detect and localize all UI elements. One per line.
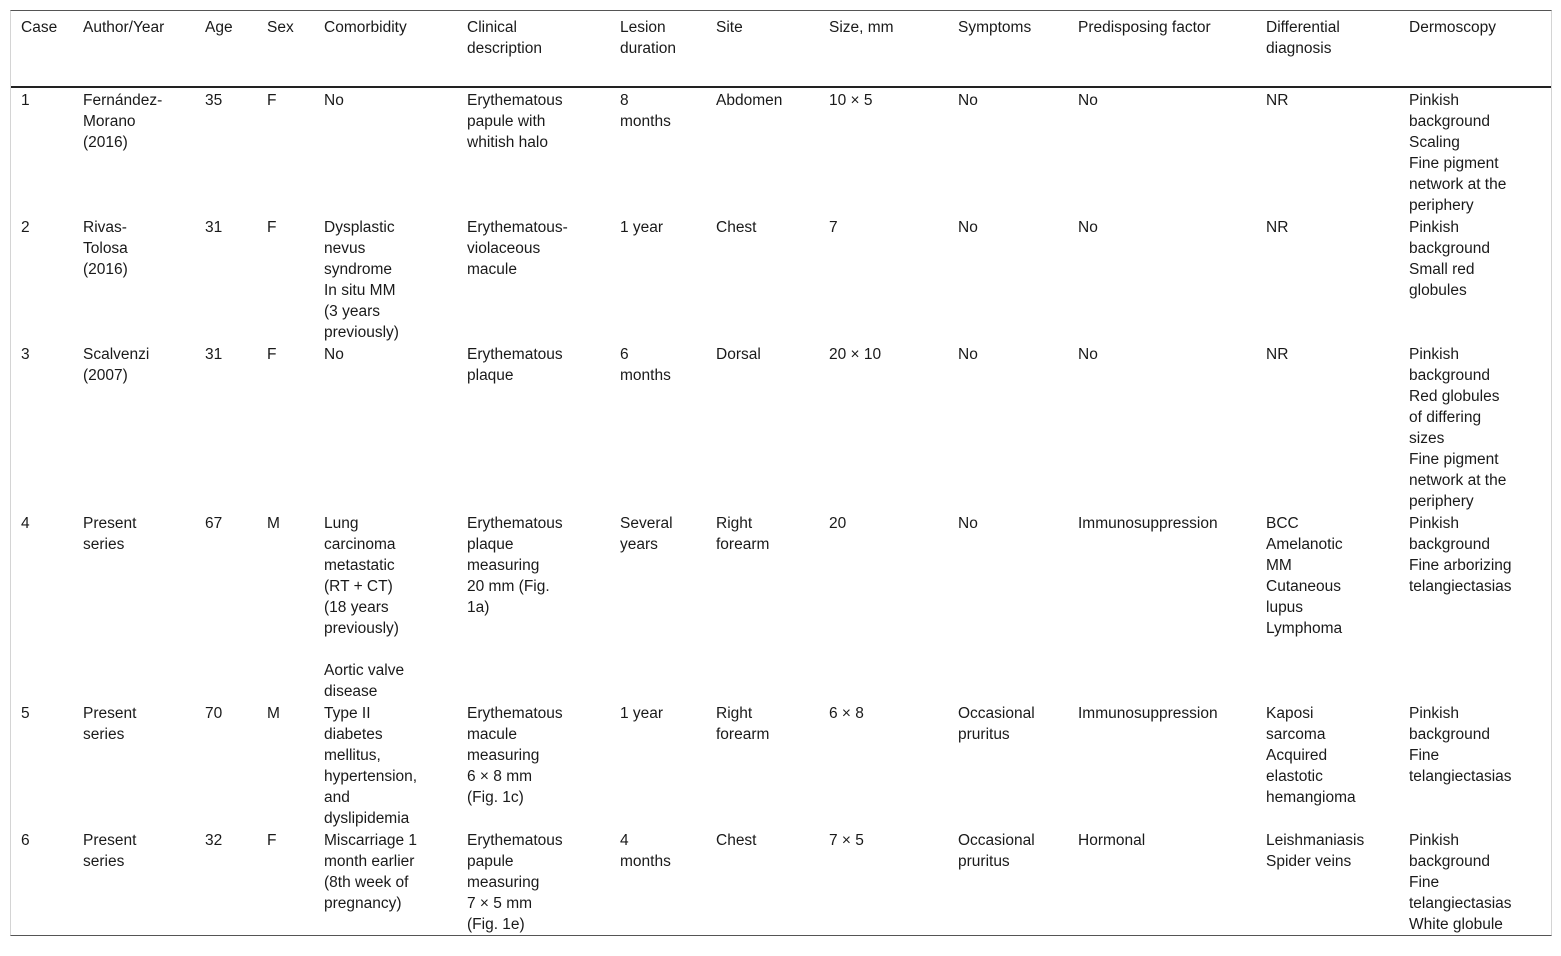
cell-dermoscopy: Pinkish background Fine telangiectasias bbox=[1409, 705, 1512, 785]
table-row bbox=[11, 343, 1551, 512]
cell-symptoms: No bbox=[958, 219, 978, 236]
table-header bbox=[11, 11, 1551, 87]
case-table-container bbox=[10, 10, 1552, 936]
cell-case: 1 bbox=[21, 92, 30, 109]
header-site: Site bbox=[706, 11, 819, 87]
cell-comorbidity: Miscarriage 1 month earlier (8th week of pregnancy) bbox=[324, 832, 418, 912]
header-sex: Sex bbox=[257, 11, 314, 87]
cell-symptoms: No bbox=[958, 515, 978, 532]
cell-dermoscopy: Pinkish background Scaling Fine pigment network at the periphery bbox=[1409, 92, 1507, 214]
cell-differential-diagnosis: NR bbox=[1266, 219, 1289, 236]
cell-clinical-description: Erythematous plaque bbox=[467, 346, 563, 384]
cell-comorbidity: Type II diabetes mellitus, hypertension, and dyslipidemia bbox=[324, 705, 418, 827]
cell-size: 20 × 10 bbox=[829, 346, 882, 363]
cell-differential-diagnosis: Kaposi sarcoma Acquired elastotic hemangioma bbox=[1266, 705, 1356, 806]
header-symptoms: Symptoms bbox=[948, 11, 1068, 87]
cell-site: Chest bbox=[716, 219, 757, 236]
cell-case: 6 bbox=[21, 832, 30, 849]
cell-symptoms: No bbox=[958, 346, 978, 363]
cell-site: Right forearm bbox=[716, 515, 770, 553]
cell-clinical-description: Erythematous papule measuring 7 × 5 mm (Fig. 1e) bbox=[467, 832, 563, 933]
cell-comorbidity: No bbox=[324, 92, 344, 109]
cell-sex: F bbox=[267, 219, 277, 236]
cell-lesion-duration: 1 year bbox=[620, 705, 664, 722]
header-age: Age bbox=[195, 11, 257, 87]
cell-comorbidity: No bbox=[324, 346, 344, 363]
cell-author-year: Present series bbox=[83, 705, 137, 743]
cell-dermoscopy: Pinkish background Small red globules bbox=[1409, 219, 1491, 299]
header-author-year: Author/Year bbox=[73, 11, 195, 87]
cell-case: 3 bbox=[21, 346, 30, 363]
cell-symptoms: Occasional pruritus bbox=[958, 705, 1035, 743]
cell-author-year: Rivas- Tolosa (2016) bbox=[83, 219, 128, 278]
cell-differential-diagnosis: NR bbox=[1266, 346, 1289, 363]
cell-size: 7 × 5 bbox=[829, 832, 864, 849]
cell-author-year: Present series bbox=[83, 832, 137, 870]
header-differential-diagnosis: Differential diagnosis bbox=[1256, 11, 1399, 87]
cell-lesion-duration: 8 months bbox=[620, 92, 671, 130]
cell-author-year: Fernández- Morano (2016) bbox=[83, 92, 163, 151]
cell-age: 32 bbox=[205, 832, 223, 849]
cell-lesion-duration: Several years bbox=[620, 515, 673, 553]
cell-author-year: Present series bbox=[83, 515, 137, 553]
header-case: Case bbox=[11, 11, 73, 87]
cell-differential-diagnosis: NR bbox=[1266, 92, 1289, 109]
table-row bbox=[11, 702, 1551, 829]
cell-age: 70 bbox=[205, 705, 223, 722]
cell-differential-diagnosis: BCC Amelanotic MM Cutaneous lupus Lymphoma bbox=[1266, 515, 1343, 637]
header-clinical-description: Clinical description bbox=[457, 11, 610, 87]
cell-predisposing-factor: No bbox=[1078, 92, 1098, 109]
header-comorbidity: Comorbidity bbox=[314, 11, 457, 87]
cell-symptoms: Occasional pruritus bbox=[958, 832, 1035, 870]
cell-sex: M bbox=[267, 515, 280, 532]
cell-size: 7 bbox=[829, 219, 838, 236]
table-body bbox=[11, 87, 1551, 935]
cell-site: Chest bbox=[716, 832, 757, 849]
cell-dermoscopy: Pinkish background Red globules of differing sizes Fine pigment network at the periphery bbox=[1409, 346, 1507, 510]
cell-size: 6 × 8 bbox=[829, 705, 864, 722]
header-size: Size, mm bbox=[819, 11, 948, 87]
cell-size: 10 × 5 bbox=[829, 92, 873, 109]
cell-size: 20 bbox=[829, 515, 847, 532]
cell-dermoscopy: Pinkish background Fine arborizing telangiectasias bbox=[1409, 515, 1512, 595]
cell-clinical-description: Erythematous- violaceous macule bbox=[467, 219, 568, 278]
cell-sex: F bbox=[267, 92, 277, 109]
header-lesion-duration: Lesion duration bbox=[610, 11, 706, 87]
cell-clinical-description: Erythematous macule measuring 6 × 8 mm (Fig. 1c) bbox=[467, 705, 563, 806]
cell-age: 31 bbox=[205, 346, 223, 363]
cell-dermoscopy: Pinkish background Fine telangiectasias White globule bbox=[1409, 832, 1512, 933]
table-row bbox=[11, 216, 1551, 343]
cell-age: 67 bbox=[205, 515, 223, 532]
cell-clinical-description: Erythematous plaque measuring 20 mm (Fig. 1a) bbox=[467, 515, 563, 616]
cell-comorbidity: Dysplastic nevus syndrome In situ MM (3 years previously) bbox=[324, 219, 399, 341]
cell-predisposing-factor: Immunosuppression bbox=[1078, 515, 1218, 532]
cell-sex: M bbox=[267, 705, 280, 722]
cell-clinical-description: Erythematous papule with whitish halo bbox=[467, 92, 563, 151]
cell-site: Abdomen bbox=[716, 92, 783, 109]
cell-age: 31 bbox=[205, 219, 223, 236]
cell-case: 5 bbox=[21, 705, 30, 722]
table-row bbox=[11, 512, 1551, 702]
table-row bbox=[11, 829, 1551, 935]
header-row bbox=[11, 11, 1551, 87]
header-dermoscopy: Dermoscopy bbox=[1399, 11, 1551, 87]
cell-author-year: Scalvenzi (2007) bbox=[83, 346, 150, 384]
cell-differential-diagnosis: Leishmaniasis Spider veins bbox=[1266, 832, 1365, 870]
cell-symptoms: No bbox=[958, 92, 978, 109]
cell-lesion-duration: 6 months bbox=[620, 346, 671, 384]
cell-site: Dorsal bbox=[716, 346, 761, 363]
cell-case: 4 bbox=[21, 515, 30, 532]
case-table bbox=[11, 11, 1551, 935]
cell-lesion-duration: 1 year bbox=[620, 219, 664, 236]
header-predisposing-factor: Predisposing factor bbox=[1068, 11, 1256, 87]
cell-sex: F bbox=[267, 832, 277, 849]
cell-case: 2 bbox=[21, 219, 30, 236]
cell-comorbidity: Lung carcinoma metastatic (RT + CT) (18 years previously) Aortic valve disease bbox=[324, 515, 405, 700]
table-row bbox=[11, 87, 1551, 216]
cell-age: 35 bbox=[205, 92, 223, 109]
cell-predisposing-factor: No bbox=[1078, 346, 1098, 363]
cell-sex: F bbox=[267, 346, 277, 363]
cell-predisposing-factor: Immunosuppression bbox=[1078, 705, 1218, 722]
cell-lesion-duration: 4 months bbox=[620, 832, 671, 870]
cell-site: Right forearm bbox=[716, 705, 770, 743]
cell-predisposing-factor: No bbox=[1078, 219, 1098, 236]
cell-predisposing-factor: Hormonal bbox=[1078, 832, 1146, 849]
